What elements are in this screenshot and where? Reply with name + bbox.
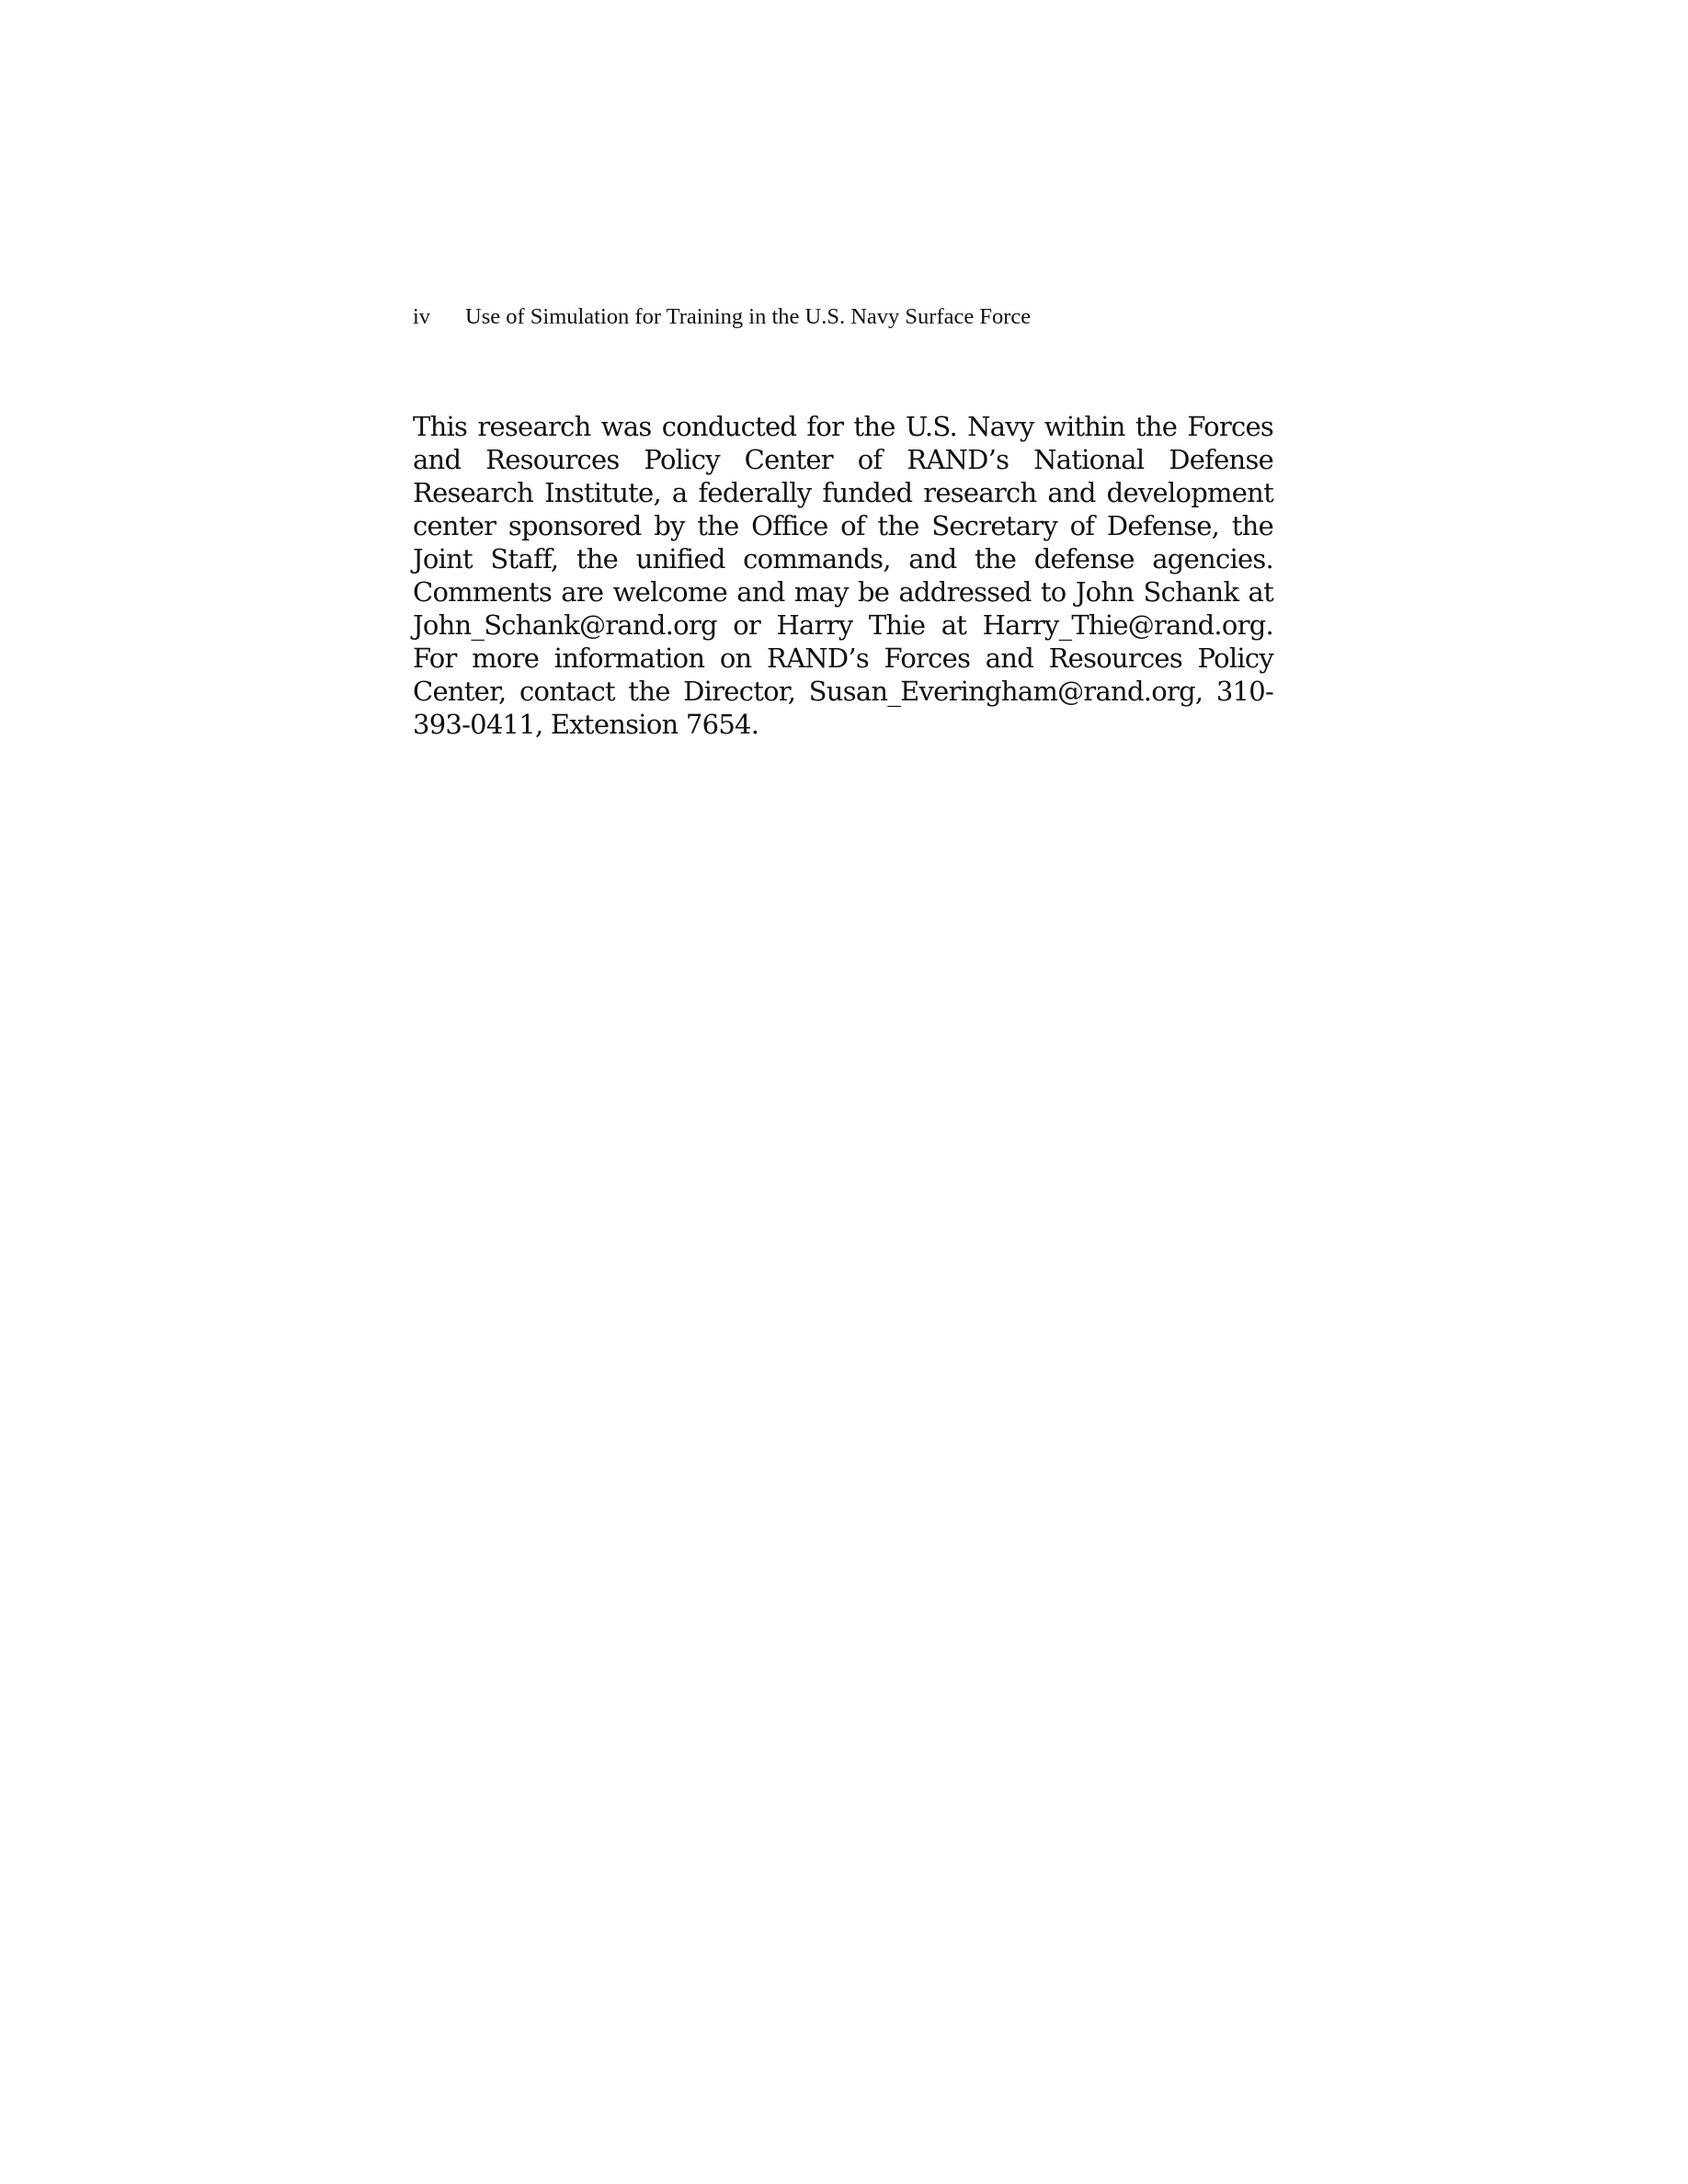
page-number: iv: [413, 304, 431, 329]
body-paragraph: This research was conducted for the U.S. Navy within the Forces and Resources Policy Center of RAND’s National Defense Research Institute, a federally funded research and development center sponsored by the Office of the Secretary of Defense, the Joint Staff, the unified commands, and the defense agencies. Comments are welcome and may be addressed to John Schank at John_Schank@rand.org or Harry Thie at Harry_Thie@rand.org. For more information on RAND’s Forces and Resources Policy Center, contact the Director, Susan_Everingham@rand.org, 310-393-0411, Extension 7654.: [413, 411, 1273, 740]
running-title: Use of Simulation for Training in the U.S. Navy Surface Force: [465, 304, 1032, 329]
running-header: [413, 303, 1031, 331]
